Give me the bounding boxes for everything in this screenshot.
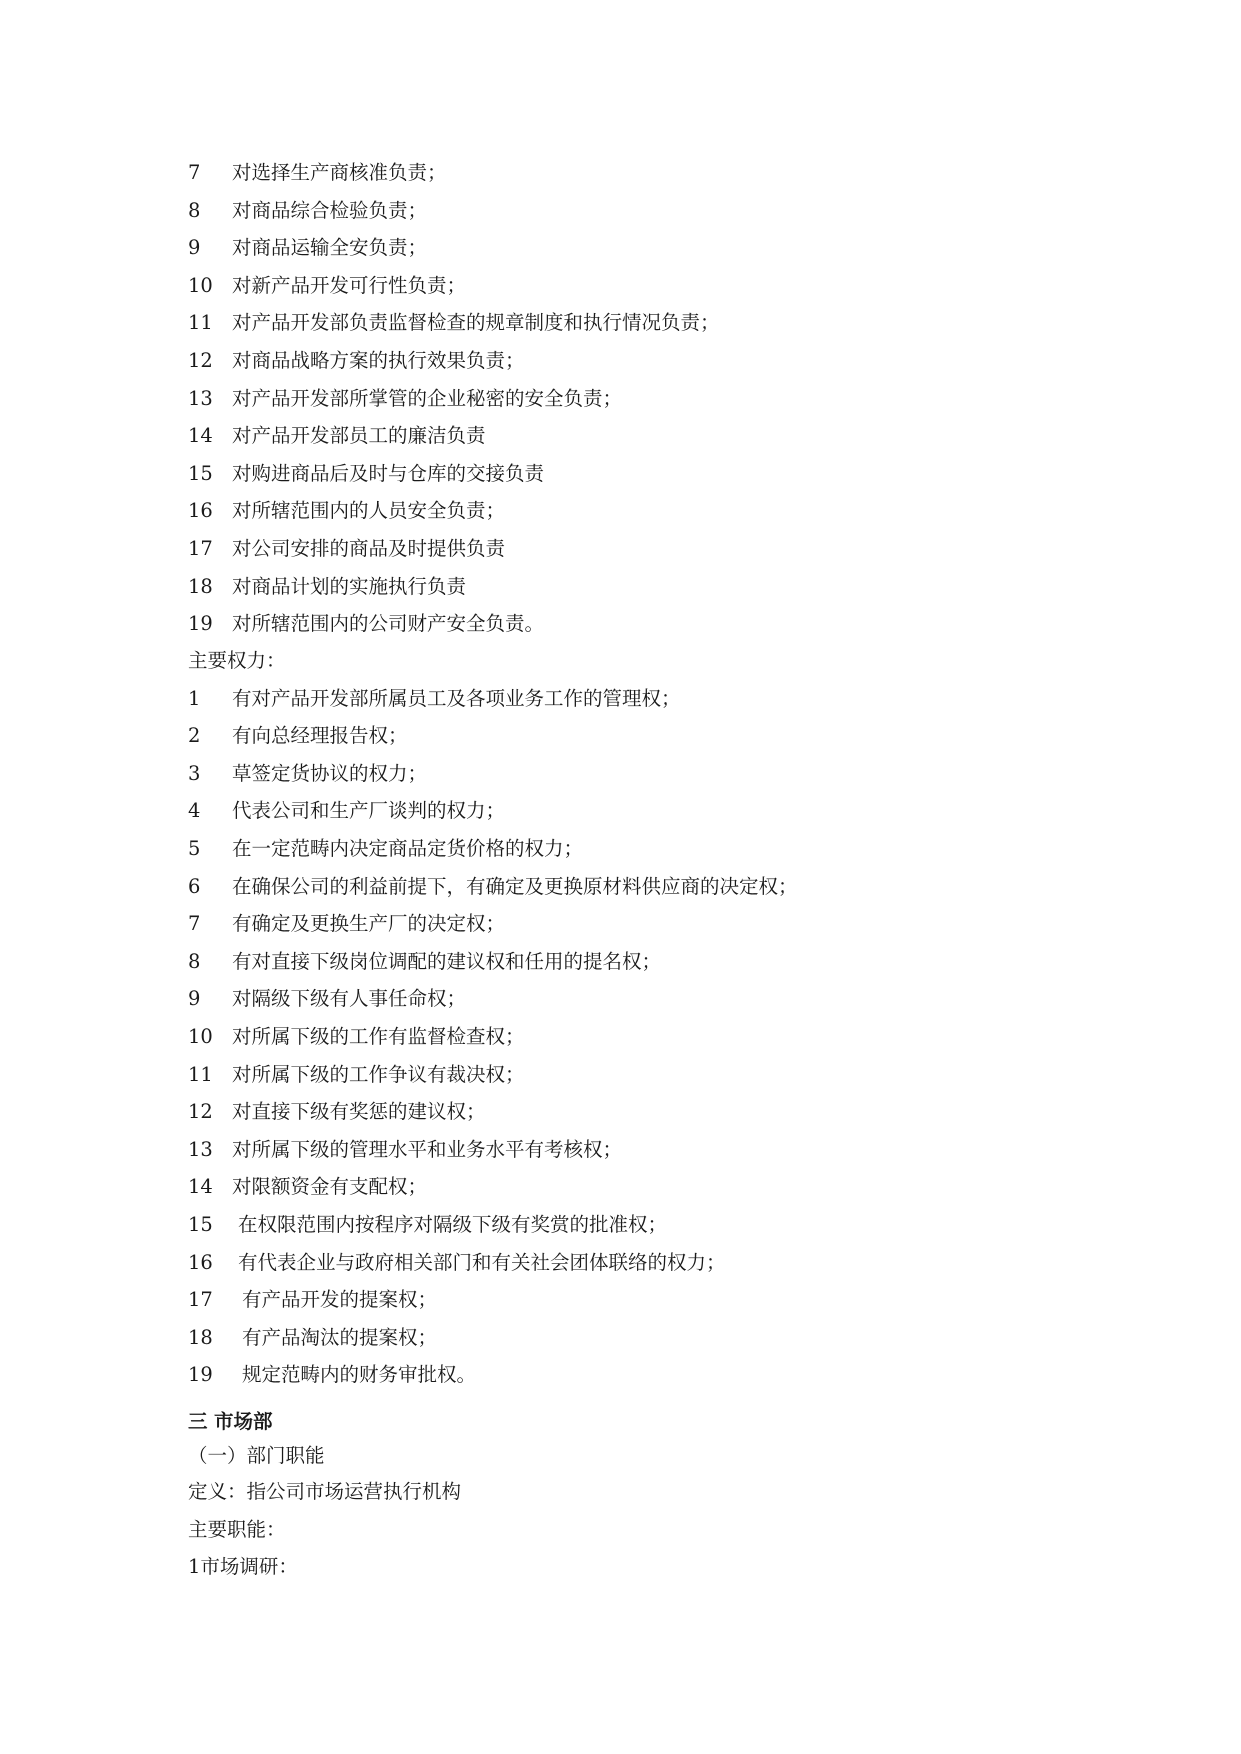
powers-list (188, 680, 1148, 1394)
section-number: 三 (188, 1410, 208, 1433)
list-item-text: 有确定及更换生产厂的决定权； (232, 912, 506, 936)
list-item (188, 342, 1148, 380)
list-item-text: 对所辖范围内的人员安全负责； (232, 499, 506, 523)
list-item-number: 19 (188, 1363, 213, 1387)
list-item-number: 17 (188, 1288, 213, 1312)
list-item (188, 154, 1148, 192)
list-item-number: 9 (188, 236, 201, 260)
list-item-number: 16 (188, 499, 213, 523)
section-title: 市场部 (214, 1410, 273, 1433)
definition-line: 定义：指公司市场运营执行机构 (188, 1480, 462, 1503)
list-item-text: 有产品开发的提案权； (242, 1288, 438, 1312)
list-item (188, 605, 1148, 643)
list-item (188, 267, 1148, 305)
list-item-number: 18 (188, 574, 213, 598)
list-item-number: 3 (188, 761, 201, 785)
list-item (188, 1131, 1148, 1169)
list-item-text: 对产品开发部所掌管的企业秘密的安全负责； (232, 386, 623, 410)
list-item-number: 1 (188, 686, 201, 710)
list-item-text: 在权限范围内按程序对隔级下级有奖赏的批准权； (238, 1212, 668, 1236)
list-item-number: 10 (188, 273, 213, 297)
list-item-number: 11 (188, 1062, 213, 1086)
function-item-1: 1市场调研： (188, 1555, 298, 1579)
list-item-text: 对产品开发部负责监督检查的规章制度和执行情况负责； (232, 311, 720, 335)
list-item-number: 8 (188, 198, 201, 222)
list-item (188, 868, 1148, 906)
list-item-number: 15 (188, 1212, 213, 1236)
list-item (188, 755, 1148, 793)
list-item (188, 455, 1148, 493)
list-item-text: 对所辖范围内的公司财产安全负责。 (232, 612, 545, 636)
list-item-number: 14 (188, 1175, 213, 1199)
list-item-text: 对隔级下级有人事任命权； (232, 987, 467, 1011)
list-item-text: 对商品运输全安负责； (232, 236, 428, 260)
list-item-number: 11 (188, 311, 213, 335)
list-item-number: 7 (188, 912, 201, 936)
list-item-text: 有对产品开发部所属员工及各项业务工作的管理权； (232, 686, 681, 710)
list-item-number: 5 (188, 836, 201, 860)
list-item-number: 18 (188, 1325, 213, 1349)
list-item-number: 12 (188, 1100, 213, 1124)
list-item-text: 对所属下级的工作争议有裁决权； (232, 1062, 525, 1086)
list-item-text: 在确保公司的利益前提下，有确定及更换原材料供应商的决定权； (232, 874, 798, 898)
sub-heading: （一）部门职能 (188, 1444, 325, 1467)
market-section (188, 1405, 1148, 1586)
list-item-text: 对公司安排的商品及时提供负责 (232, 536, 506, 560)
list-item-text: 有对直接下级岗位调配的建议权和任用的提名权； (232, 949, 662, 973)
list-item-text: 对限额资金有支配权； (232, 1175, 428, 1199)
list-item-number: 15 (188, 461, 213, 485)
list-item-text: 有代表企业与政府相关部门和有关社会团体联络的权力； (238, 1250, 726, 1274)
list-item-number: 9 (188, 987, 201, 1011)
list-item (188, 492, 1148, 530)
list-item (188, 1319, 1148, 1357)
list-item (188, 1093, 1148, 1131)
list-item-text: 对选择生产商核准负责； (232, 161, 447, 184)
list-item-text: 对商品战略方案的执行效果负责； (232, 348, 525, 372)
list-item-number: 17 (188, 536, 213, 560)
list-item-number: 13 (188, 1137, 213, 1161)
list-item-number: 13 (188, 386, 213, 410)
list-item-text: 对产品开发部员工的廉洁负责 (232, 424, 486, 448)
list-item (188, 1056, 1148, 1094)
list-item-number: 12 (188, 348, 213, 372)
list-item (188, 980, 1148, 1018)
list-item-number: 7 (188, 161, 201, 184)
list-item-number: 14 (188, 424, 213, 448)
list-item-text: 对新产品开发可行性负责； (232, 273, 467, 297)
list-item-text: 对购进商品后及时与仓库的交接负责 (232, 461, 545, 485)
list-item-text: 在一定范畴内决定商品定货价格的权力； (232, 836, 584, 860)
list-item-number: 8 (188, 949, 201, 973)
list-item-text: 对商品综合检验负责； (232, 198, 428, 222)
list-item (188, 229, 1148, 267)
list-item-text: 有向总经理报告权； (232, 724, 408, 748)
list-item-text: 有产品淘汰的提案权； (242, 1325, 438, 1349)
powers-heading: 主要权力： (188, 649, 286, 672)
list-item (188, 792, 1148, 830)
main-functions-label: 主要职能： (188, 1517, 286, 1541)
responsibilities-list (188, 154, 1148, 643)
list-item (188, 1018, 1148, 1056)
list-item (188, 380, 1148, 418)
list-item (188, 1168, 1148, 1206)
section-heading (188, 1405, 1148, 1439)
list-item (188, 1244, 1148, 1282)
list-item-number: 16 (188, 1250, 213, 1274)
list-item (188, 1281, 1148, 1319)
list-item-number: 4 (188, 799, 201, 823)
list-item-text: 规定范畴内的财务审批权。 (242, 1363, 477, 1387)
list-item (188, 830, 1148, 868)
list-item (188, 1356, 1148, 1394)
list-item-number: 10 (188, 1024, 213, 1048)
list-item (188, 717, 1148, 755)
powers-section (188, 642, 1148, 1394)
list-item-text: 对所属下级的工作有监督检查权； (232, 1024, 525, 1048)
list-item-text: 对所属下级的管理水平和业务水平有考核权； (232, 1137, 623, 1161)
list-item-text: 草签定货协议的权力； (232, 761, 428, 785)
list-item (188, 192, 1148, 230)
list-item-text: 对直接下级有奖惩的建议权； (232, 1100, 486, 1124)
list-item-text: 对商品计划的实施执行负责 (232, 574, 467, 598)
list-item (188, 530, 1148, 568)
list-item-number: 19 (188, 612, 213, 636)
list-item (188, 680, 1148, 718)
list-item-number: 2 (188, 724, 201, 748)
list-item (188, 905, 1148, 943)
list-item (188, 304, 1148, 342)
list-item (188, 417, 1148, 455)
list-item-number: 6 (188, 874, 201, 898)
list-item-text: 代表公司和生产厂谈判的权力； (232, 799, 506, 823)
list-item (188, 568, 1148, 606)
list-item (188, 943, 1148, 981)
list-item (188, 1206, 1148, 1244)
